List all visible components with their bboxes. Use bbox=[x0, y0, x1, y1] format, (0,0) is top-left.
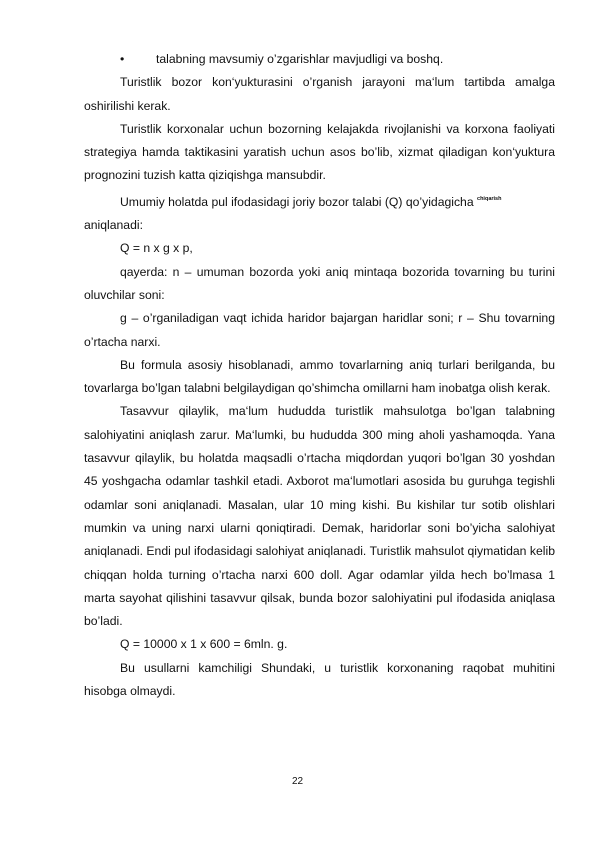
paragraph-6: Bu formula asosiy hisoblanadi, ammo tovarlarning aniq turlari berilganda, bu tovarlarga bo’lgan talabni belgilaydigan qo’shimcha omillarni ham inobatga olish kerak. bbox=[84, 357, 555, 396]
paragraph-3-main: Umumiy holatda pul ifodasidagi joriy bozor talabi (Q) qo’yidagicha bbox=[120, 194, 474, 209]
paragraph-4: qayerda: n – umuman bozorda yoki aniq mintaqa bozorida tovarning bu turini oluvchilar soni: bbox=[84, 264, 555, 302]
bullet-text: talabning mavsumiy o’zgarishlar mavjudligi va boshq. bbox=[156, 52, 444, 66]
paragraph-2: Turistlik korxonalar uchun bozorning kelajakda rivojlanishi va korxona faoliyati strategiya hamda taktikasini yaratish uchun asos bo’lib, xizmat qiladigan kon‘yuktura prognozini tuzish katta qiziqishga mansubdir. bbox=[84, 121, 555, 183]
bullet-icon: • bbox=[120, 52, 125, 66]
paragraph-5: g – o’rganiladigan vaqt ichida haridor bajargan haridlar soni; r – Shu tovarning o’rtacha narxi. bbox=[84, 311, 555, 349]
paragraph-3 bbox=[84, 188, 555, 238]
body-text bbox=[84, 48, 555, 703]
bullet-item bbox=[84, 48, 555, 71]
formula-1: Q = n x g x p, bbox=[120, 241, 193, 256]
superscript-note: chiqarish bbox=[477, 195, 502, 202]
paragraph-7: Tasavvur qilaylik, ma‘lum hududda turistlik mahsulotga bo’lgan talabning salohiyatini aniqlash zarur. Ma‘lumki, bu hududda 300 ming aholi yashamoqda. Yana tasavvur qilaylik, bu holatda maqsadli o’rtacha miqdordan yuqori bo’lgan 30 yoshdan 45 yoshgacha odamlar tashkil etadi. Axborot ma‘lumotlari asosida bu guruhga tegishli odamlar soni aniqlanadi. Masalan, ular 10 ming kishi. Bu kishilar tur sotib olishlari mumkin va uning narxi ularni qoniqtiradi. Demak, haridorlar soni bo’yicha salohiyat aniqlanadi. Endi pul ifodasidagi salohiyat aniqlanadi. Turistlik mahsulot qiymatidan kelib chiqqan holda turning o’rtacha narxi 600 doll. Agar odamlar yilda hech bo’lmasa 1 marta sayohat qilishini tasavvur qilsak, bunda bozor salohiyatini pul ifodasida aniqlasa bo’ladi. bbox=[84, 404, 555, 629]
formula-2: Q = 10000 x 1 x 600 = 6mln. g. bbox=[120, 637, 288, 652]
paragraph-3-end: aniqlanadi: bbox=[84, 218, 143, 233]
paragraph-1: Turistlik bozor kon‘yukturasini o’rganish jarayoni ma‘lum tartibda amalga oshirilishi kerak. bbox=[84, 75, 555, 113]
page-number: 22 bbox=[291, 776, 304, 787]
paragraph-8: Bu usullarni kamchiligi Shundaki, u turistlik korxonaning raqobat muhitini hisobga olmaydi. bbox=[84, 660, 555, 699]
